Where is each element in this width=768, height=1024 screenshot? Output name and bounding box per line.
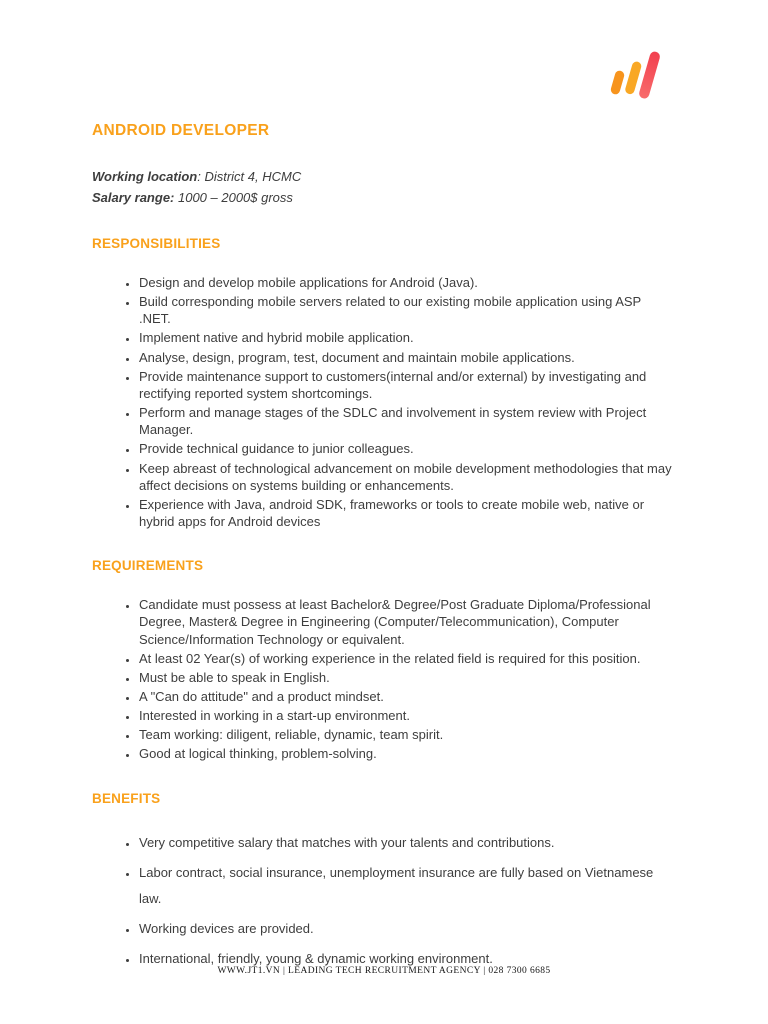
list-item: • A "Can do attitude" and a product mindset.: [138, 688, 676, 705]
list-item: • Build corresponding mobile servers related to our existing mobile application using ASP .NET.: [138, 293, 676, 327]
list-item: • Provide maintenance support to customers(internal and/or external) by investigating and rectifying reported system shortcomings.: [138, 368, 676, 402]
working-location-line: [92, 166, 676, 187]
working-location-label: Working location: [92, 169, 198, 184]
list-item: • At least 02 Year(s) of working experience in the related field is required for this position.: [138, 650, 676, 667]
list-item: • Experience with Java, android SDK, frameworks or tools to create mobile web, native or hybrid apps for Android devices: [138, 496, 676, 530]
list-item: • Must be able to speak in English.: [138, 669, 676, 686]
list-item: • Implement native and hybrid mobile application.: [138, 329, 676, 346]
footer-text: WWW.JT1.VN | LEADING TECH RECRUITMENT AGENCY | 028 7300 6685: [217, 966, 551, 976]
section-heading-benefits: BENEFITS: [92, 790, 161, 806]
list-item: • Design and develop mobile applications for Android (Java).: [138, 274, 676, 291]
job-meta: [92, 166, 676, 208]
responsibilities-list: [92, 274, 676, 530]
salary-range-value: 1000 – 2000$ gross: [174, 190, 293, 205]
list-item: • Team working: diligent, reliable, dynamic, team spirit.: [138, 726, 676, 743]
section-heading-responsibilities: RESPONSIBILITIES: [92, 236, 221, 251]
list-item: • Perform and manage stages of the SDLC and involvement in system review with Project Manager.: [138, 404, 676, 438]
list-item: • Good at logical thinking, problem-solving.: [138, 745, 676, 762]
list-item: • Labor contract, social insurance, unemployment insurance are fully based on Vietnamese law.: [138, 860, 676, 912]
jt1-logo-icon: [609, 50, 665, 102]
salary-range-line: [92, 187, 676, 208]
list-item: • Keep abreast of technological advancement on mobile development methodologies that may affect decisions on systems building or enhancements.: [138, 460, 676, 494]
list-item: • Provide technical guidance to junior colleagues.: [138, 440, 676, 457]
list-item: • International, friendly, young & dynamic working environment.: [138, 946, 676, 972]
section-requirements: [92, 558, 676, 762]
list-item: • Working devices are provided.: [138, 916, 676, 942]
list-item: • Candidate must possess at least Bachelor& Degree/Post Graduate Diploma/Professional Degree, Master& Degree in Engineering (Computer/Telecommunication), Computer Science/Information Technology or equivalent.: [138, 596, 676, 647]
section-responsibilities: [92, 236, 676, 530]
list-item: • Interested in working in a start-up environment.: [138, 707, 676, 724]
list-item: • Very competitive salary that matches with your talents and contributions.: [138, 830, 676, 856]
working-location-value: : District 4, HCMC: [197, 169, 302, 184]
requirements-list: [92, 596, 676, 762]
page-title: ANDROID DEVELOPER: [92, 122, 270, 139]
benefits-list: [92, 830, 676, 972]
salary-range-label: Salary range:: [92, 190, 175, 205]
section-heading-requirements: REQUIREMENTS: [92, 558, 204, 574]
list-item: • Analyse, design, program, test, document and maintain mobile applications.: [138, 349, 676, 366]
section-benefits: [92, 791, 676, 972]
